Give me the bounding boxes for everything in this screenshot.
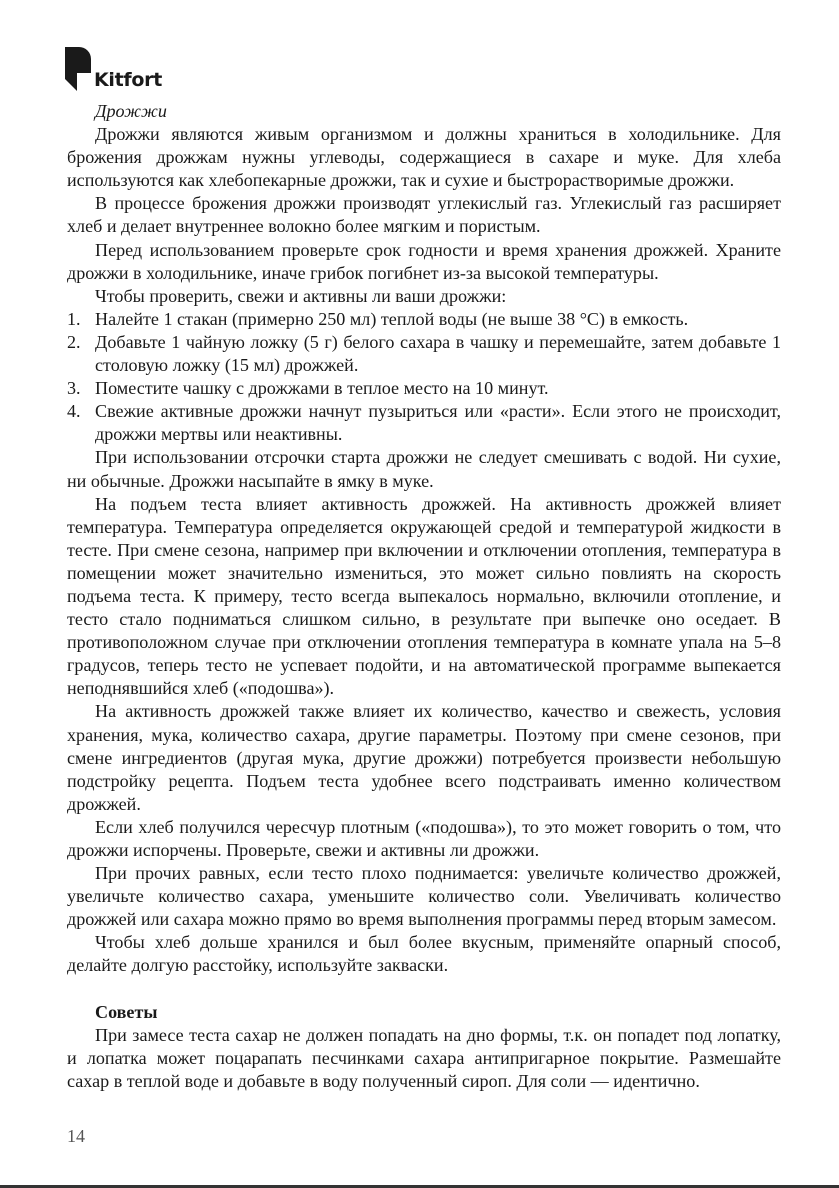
section-title: Дрожжи: [95, 101, 167, 121]
page-number: 14: [67, 1126, 85, 1146]
brand-logo: [65, 47, 162, 91]
paragraph: Дрожжи являются живым организмом и должны храниться в холодильнике. Для брожения дрожжам нужны углеводы, содержащиеся в сахаре и муке. Для хлеба используются как хлебопекарные дрожжи, так и сухие и быстрорастворимые дрожжи.: [67, 124, 781, 191]
step-number: 2.: [67, 331, 81, 352]
step-text: Свежие активные дрожжи начнут пузыриться или «расти». Если этого не происходит, дрожжи мертвы или неактивны.: [95, 401, 781, 445]
list-item: [67, 331, 781, 377]
paragraph: На подъем теста влияет активность дрожжей. На активность дрожжей влияет температура. Температура определяется окружающей средой и температурой жидкости в тесте. При смене сезона, например при включении и отключении отопления, температура в помещении может значительно измениться, это может сильно повлиять на скорость подъема теста. К примеру, тесто всегда выпекалось нормально, включили отопление, и тесто стало подниматься слишком сильно, в результате при выпечке оно оседает. В противоположном случае при отключении отопления температура в комнате упала на 5–8 градусов, теперь тесто не успевает подойти, и на автоматической программе выпекается неподнявшийся хлеб («подошва»).: [67, 493, 781, 699]
page-content: [67, 100, 781, 1093]
paragraph: Если хлеб получился чересчур плотным («подошва»), то это может говорить о том, что дрожжи испорчены. Проверьте, свежи и активны ли дрожжи.: [67, 816, 781, 860]
paragraph: Чтобы проверить, свежи и активны ли ваши дрожжи:: [95, 285, 507, 306]
step-text: Поместите чашку с дрожжами в теплое место на 10 минут.: [95, 378, 549, 399]
paragraph: При прочих равных, если тесто плохо поднимается: увеличьте количество дрожжей, увеличьте количество сахара, уменьшите количество соли. Увеличивать количество дрожжей или сахара можно прямо во время выполнения программы перед вторым замесом.: [67, 863, 781, 930]
paragraph: Перед использованием проверьте срок годности и время хранения дрожжей. Храните дрожжи в холодильнике, иначе грибок погибнет из-за высокой температуры.: [67, 239, 781, 283]
paragraph: При использовании отсрочки старта дрожжи не следует смешивать с водой. Ни сухие, ни обычные. Дрожжи насыпайте в ямку в муке.: [67, 447, 781, 491]
paragraph: Чтобы хлеб дольше хранился и был более вкусным, применяйте опарный способ, делайте долгую расстойку, используйте закваски.: [67, 932, 781, 976]
spacer: [67, 978, 781, 1001]
kitfort-logo-icon: [65, 47, 91, 91]
step-text: Добавьте 1 чайную ложку (5 г) белого сахара в чашку и перемешайте, затем добавьте 1 столовую ложку (15 мл) дрожжей.: [95, 331, 781, 376]
list-item: [67, 400, 781, 446]
list-item: [67, 308, 781, 331]
step-number: 4.: [67, 401, 81, 422]
list-item: [67, 377, 781, 400]
tips-paragraph: При замесе теста сахар не должен попадать на дно формы, т.к. он попадет под лопатку, и лопатка может поцарапать песчинками сахара антипригарное покрытие. Размешайте сахар в теплой воде и добавьте в воду полученный сироп. Для соли — идентично.: [67, 1024, 781, 1091]
paragraph: В процессе брожения дрожжи производят углекислый газ. Углекислый газ расширяет хлеб и делает внутреннее волокно более мягким и пористым.: [67, 193, 781, 237]
step-number: 3.: [67, 378, 81, 399]
brand-name: Kitfort: [94, 69, 162, 91]
step-text: Налейте 1 стакан (примерно 250 мл) теплой воды (не выше 38 °С) в емкость.: [95, 308, 689, 329]
steps-list: [67, 308, 781, 447]
step-number: 1.: [67, 308, 81, 329]
tips-title: Советы: [95, 1001, 158, 1022]
paragraph: На активность дрожжей также влияет их количество, качество и свежесть, условия хранения, мука, количество сахара, другие параметры. Поэтому при смене сезонов, при смене ингредиентов (другая мука, другие дрожжи) потребуется произвести небольшую подстройку рецепта. Подъем теста удобнее всего подстраивать именно количеством дрожжей.: [67, 701, 781, 814]
